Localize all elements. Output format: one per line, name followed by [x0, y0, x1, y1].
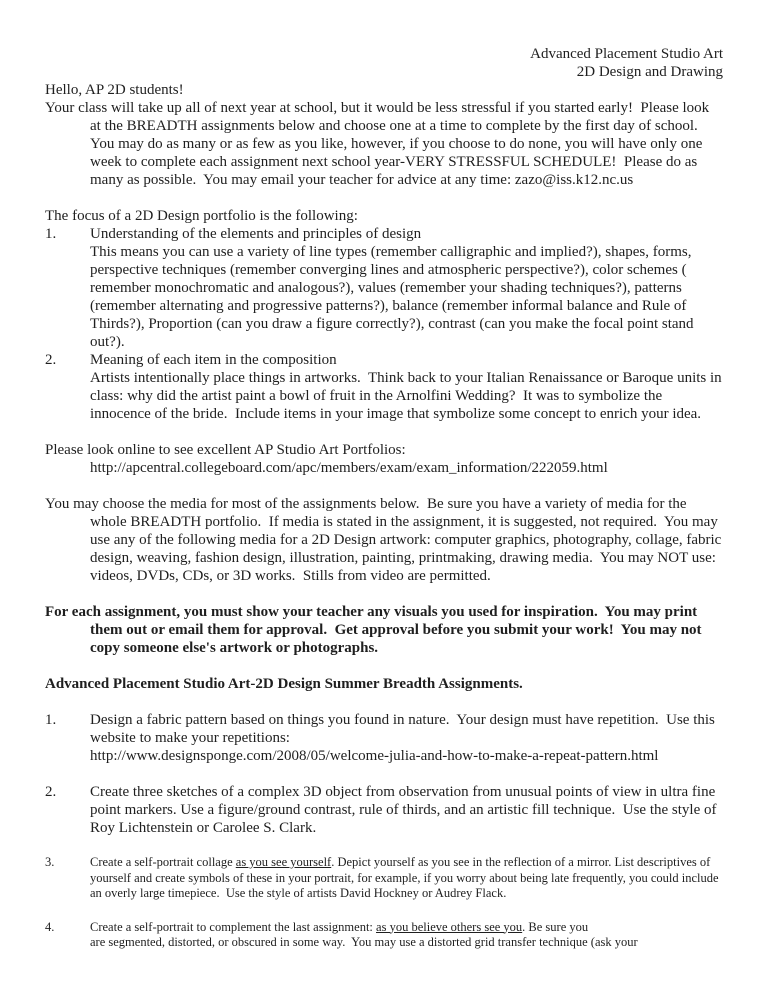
header-course-subtitle: 2D Design and Drawing — [576, 64, 723, 80]
assignment-item-2-body — [90, 783, 723, 837]
text-run: . Depict yourself as you see in the reflection of a mirror. List descriptives of yourself and create symbols of these in your portrait, for example, if you worry about being late frequently, you could include an overly large timepiece. Use the style of artists David Hockney or Audrey Flack. — [90, 855, 722, 900]
approval-notice-paragraph: For each assignment, you must show your teacher any visuals you used for inspiration. You may print them out or email them for approval. Get approval before you submit your work! You may not copy someone else's artwork or photographs. — [45, 604, 706, 656]
focus-item-2-body: Artists intentionally place things in artworks. Think back to your Italian Renaissance or Baroque units in class: why did the artist paint a bowl of fruit in the Arnolfini Wedding? It was to symbolize the innocence of the bride. Include items in your image that symbolize some concept to enrich your idea. — [90, 370, 726, 422]
assignment-item-4-number: 4. — [45, 919, 55, 934]
assignment-item-1-number: 1. — [45, 712, 57, 728]
portfolio-link-paragraph — [45, 441, 723, 477]
assignments-heading: Advanced Placement Studio Art-2D Design Summer Breadth Assignments. — [45, 676, 523, 692]
underlined-text-run: as you believe others see you — [376, 919, 523, 934]
assignment-item-3 — [45, 855, 723, 902]
media-paragraph: You may choose the media for most of the assignments below. Be sure you have a variety of media for the whole BREADTH portfolio. If media is stated in the assignment, it is suggested, not required. You may use any of the following media for a 2D Design artwork: computer graphics, photography, collage, fabric design, weaving, fashion design, illustration, painting, printmaking, drawing media. You may NOT use: videos, DVDs, CDs, or 3D works. Stills from video are permitted. — [45, 496, 726, 584]
assignment-item-1-body — [90, 711, 723, 765]
focus-item-2-title: Meaning of each item in the composition — [90, 352, 337, 368]
focus-item-2 — [45, 351, 726, 423]
focus-item-1-title: Understanding of the elements and principles of design — [90, 226, 422, 242]
text-run: Create a self-portrait collage — [90, 855, 236, 869]
focus-item-1 — [45, 225, 723, 351]
text-run: http://apcentral.collegeboard.com/apc/members/exam/exam_information/222059.html — [90, 460, 608, 476]
assignment-item-3-body — [90, 855, 723, 902]
assignment-item-1 — [45, 711, 723, 765]
assignment-item-2 — [45, 783, 723, 837]
text-run: Create a self-portrait to complement the last assignment: — [90, 919, 377, 934]
underlined-text-run: as you see yourself — [235, 855, 332, 869]
text-run: Create three sketches of a complex 3D object from observation from unusual points of view in ultra fine point markers. Use a figure/ground contrast, rule of thirds, and an artistic fill technique. Use the style of Roy Lichtenstein or Carolee S. Clark. — [90, 784, 721, 836]
focus-item-2-number: 2. — [45, 352, 57, 368]
text-run: Design a fabric pattern based on things you found in nature. Your design must have repetition. Use this website to make your repetitions: — [90, 712, 719, 746]
assignment-item-3-number: 3. — [45, 855, 55, 869]
assignment-item-4-body — [90, 920, 723, 951]
assignment-item-2-number: 2. — [45, 784, 57, 800]
text-run: are segmented, distorted, or obscured in some way. You may use a distorted grid transfer technique (ask your — [90, 935, 638, 949]
assignment-item-4 — [45, 920, 723, 951]
text-run: . Be sure you — [522, 919, 589, 934]
focus-item-1-body: This means you can use a variety of line types (remember calligraphic and implied?), shapes, forms, perspective techniques (remember converging lines and atmospheric perspective?), color schemes ( remember monochromatic and analogous?), values (remember your shading techniques?), patterns (remember alternating and progressive patterns?), balance (remember informal balance and Rule of Thirds?), Proportion (can you draw a figure correctly?), contrast (can you make the focal point stand out?). — [90, 244, 698, 350]
intro-paragraph: Your class will take up all of next year at school, but it would be less stressful if you started early! Please look at the BREADTH assignments below and choose one at a time to complete by the first day of school. You may do as many or as few as you like, however, if you choose to do none, you will have only one week to complete each assignment next school year-VERY STRESSFUL SCHEDULE! Please do as many as possible. You may email your teacher for advice at any time: zazo@iss.k12.nc.us — [45, 100, 713, 188]
focus-item-1-content — [90, 225, 723, 351]
text-run: http://www.designsponge.com/2008/05/welcome-julia-and-how-to-make-a-repeat-pattern.html — [90, 748, 659, 764]
text-run: Please look online to see excellent AP Studio Art Portfolios: — [45, 442, 406, 458]
greeting-line: Hello, AP 2D students! — [45, 82, 184, 98]
focus-item-1-number: 1. — [45, 226, 57, 242]
focus-lead: The focus of a 2D Design portfolio is the following: — [45, 208, 358, 224]
document-header — [45, 45, 723, 81]
focus-item-2-content — [90, 351, 726, 423]
header-course-title: Advanced Placement Studio Art — [530, 46, 723, 62]
